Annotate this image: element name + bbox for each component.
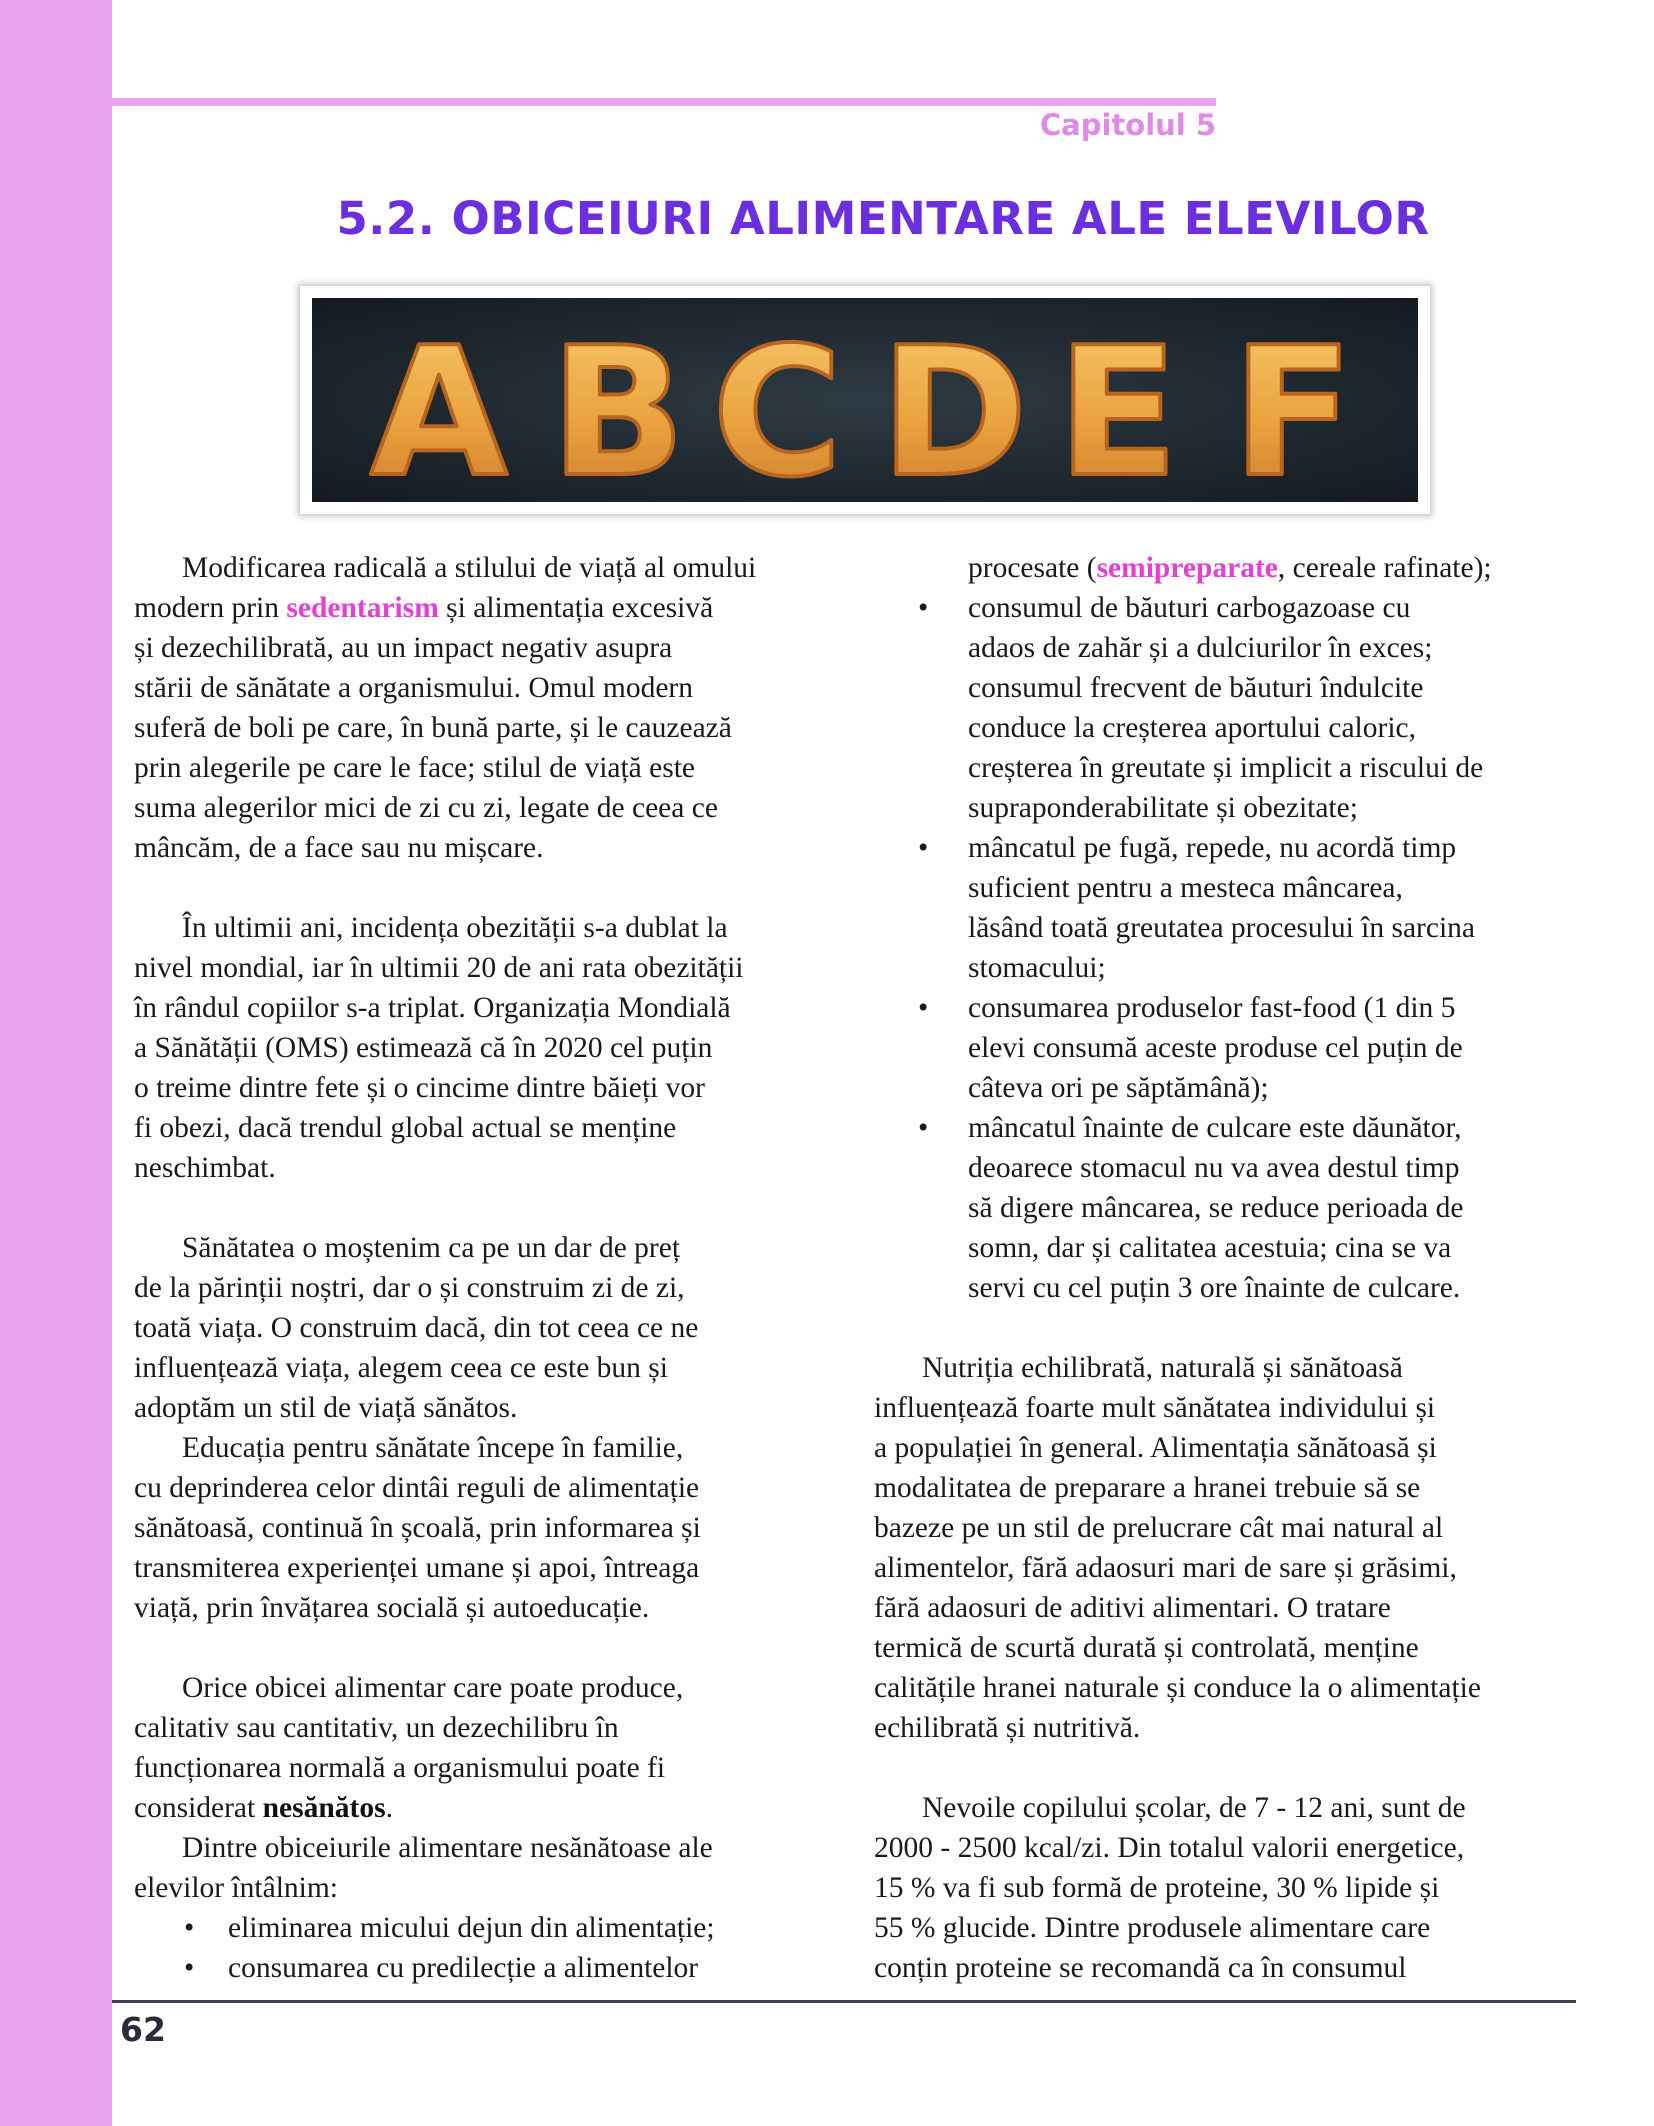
list-item: • mâncatul înainte de culcare este dăunător, deoarece stomacul nu va avea destul timp să digere mâncarea, se reduce perioada de somn, dar și calitatea acestuia; cina se va servi cu cel puțin 3 ore înainte de culcare.	[874, 1108, 1574, 1308]
biscuit-letter: F	[1232, 309, 1354, 502]
text-run: .	[385, 1792, 393, 1824]
paragraph	[134, 1668, 854, 1828]
biscuit-letter: D	[880, 309, 1028, 502]
chapter-label: Capitolul 5	[1039, 108, 1216, 142]
paragraph: Nevoile copilului școlar, de 7 - 12 ani, sunt de 2000 - 2500 kcal/zi. Din totalul valorii energetice, 15 % va fi sub formă de proteine, 30 % lipide și 55 % glucide. Dintre produsele alimentare care conțin proteine se recomandă ca în consumul	[874, 1792, 1466, 1984]
list-item: • eliminarea micului dejun din alimentație;	[134, 1908, 854, 1948]
list-continuation	[874, 548, 1574, 588]
text-run: Orice obicei alimentar care poate produce, calitativ sau cantitativ, un dezechilibru în funcționarea normală a organismului poate fi considerat	[134, 1672, 684, 1824]
left-column	[134, 548, 854, 1988]
text-run: , cereale rafinate);	[1277, 552, 1492, 584]
page-number: 62	[120, 2010, 166, 2049]
paragraph	[134, 548, 854, 868]
bullet-list	[134, 1908, 854, 1988]
list-item: • consumarea produselor fast-food (1 din 5 elevi consumă aceste produse cel puțin de câteva ori pe săptămână);	[874, 988, 1574, 1108]
text-run: procesate (	[968, 552, 1097, 584]
side-color-band	[0, 0, 112, 2126]
highlight-term: semipreparate	[1096, 552, 1278, 584]
text-run: și alimentația excesivă și dezechilibrată, au un impact negativ asupra stării de sănătate a organismului. Omul modern suferă de boli pe care, în bună parte, și le cauzează prin alegerile pe care le face; stilul de viață este suma alegerilor mici de zi cu zi, legate de ceea ce mâncăm, de a face sau nu mișcare.	[134, 592, 732, 864]
biscuit-letter: C	[712, 309, 843, 502]
paragraph: În ultimii ani, incidența obezității s-a dublat la nivel mondial, iar în ultimii 20 de ani rata obezității în rândul copiilor s-a triplat. Organizația Mondială a Sănătății (OMS) estimează că în 2020 cel puțin o treime dintre fete și o cincime dintre băieți vor fi obezi, dacă trendul global actual se menține neschimbat.	[134, 912, 744, 1184]
list-item: • consumul de băuturi carbogazoase cu adaos de zahăr și a dulciurilor în exces; consumul frecvent de băuturi îndulcite conduce la creșterea aportului caloric, creșterea în greutate și implicit a riscului de supraponderabilitate și obezitate;	[874, 588, 1574, 828]
list-item: • mâncatul pe fugă, repede, nu acordă timp suficient pentru a mesteca mâncarea, lăsând toată greutatea procesului în sarcina stomacului;	[874, 828, 1574, 988]
bullet-list	[874, 588, 1574, 1308]
section-title: 5.2. OBICEIURI ALIMENTARE ALE ELEVILOR	[336, 192, 1430, 245]
list-item: • consumarea cu predilecție a alimentelor	[134, 1948, 854, 1988]
right-column	[874, 548, 1574, 1988]
text-run: Modificarea radicală a stilului de viață al omului modern prin	[134, 552, 757, 624]
highlight-term: sedentarism	[286, 592, 439, 624]
paragraph: Sănătatea o moștenim ca pe un dar de preț de la părinții noștri, dar o și construim zi de zi, toată viața. O construim dacă, din tot ceea ce ne influențează viața, alegem ceea ce este bun și adoptăm un stil de viață sănătos.	[134, 1232, 699, 1424]
footer-rule	[112, 2000, 1576, 2003]
biscuit-letter: E	[1057, 309, 1179, 502]
paragraph: Nutriția echilibrată, naturală și sănătoasă influențează foarte mult sănătatea individului și a populației în general. Alimentația sănătoasă și modalitatea de preparare a hranei trebuie să se bazeze pe un stil de prelucrare cât mai natural al alimentelor, fără adaosuri mari de sare și grăsimi, fără adaosuri de aditivi alimentari. O tratare termică de scurtă durată și controlată, menține calitățile hranei naturale și conduce la o alimentație echilibrată și nutritivă.	[874, 1352, 1481, 1744]
header-rule	[112, 98, 1216, 106]
biscuit-letter: A	[370, 309, 508, 502]
paragraph: Educația pentru sănătate începe în familie, cu deprinderea celor dintâi reguli de alimentație sănătoasă, continuă în școală, prin informarea și transmiterea experienței umane și apoi, întreaga viață, prin învățarea socială și autoeducație.	[134, 1432, 701, 1624]
bold-term: nesănătos	[262, 1792, 386, 1824]
illustration-frame	[300, 286, 1430, 514]
biscuit-letters-photo	[312, 298, 1418, 502]
paragraph: Dintre obiceiurile alimentare nesănătoase ale elevilor întâlnim:	[134, 1832, 713, 1904]
biscuit-letter: B	[550, 309, 686, 502]
